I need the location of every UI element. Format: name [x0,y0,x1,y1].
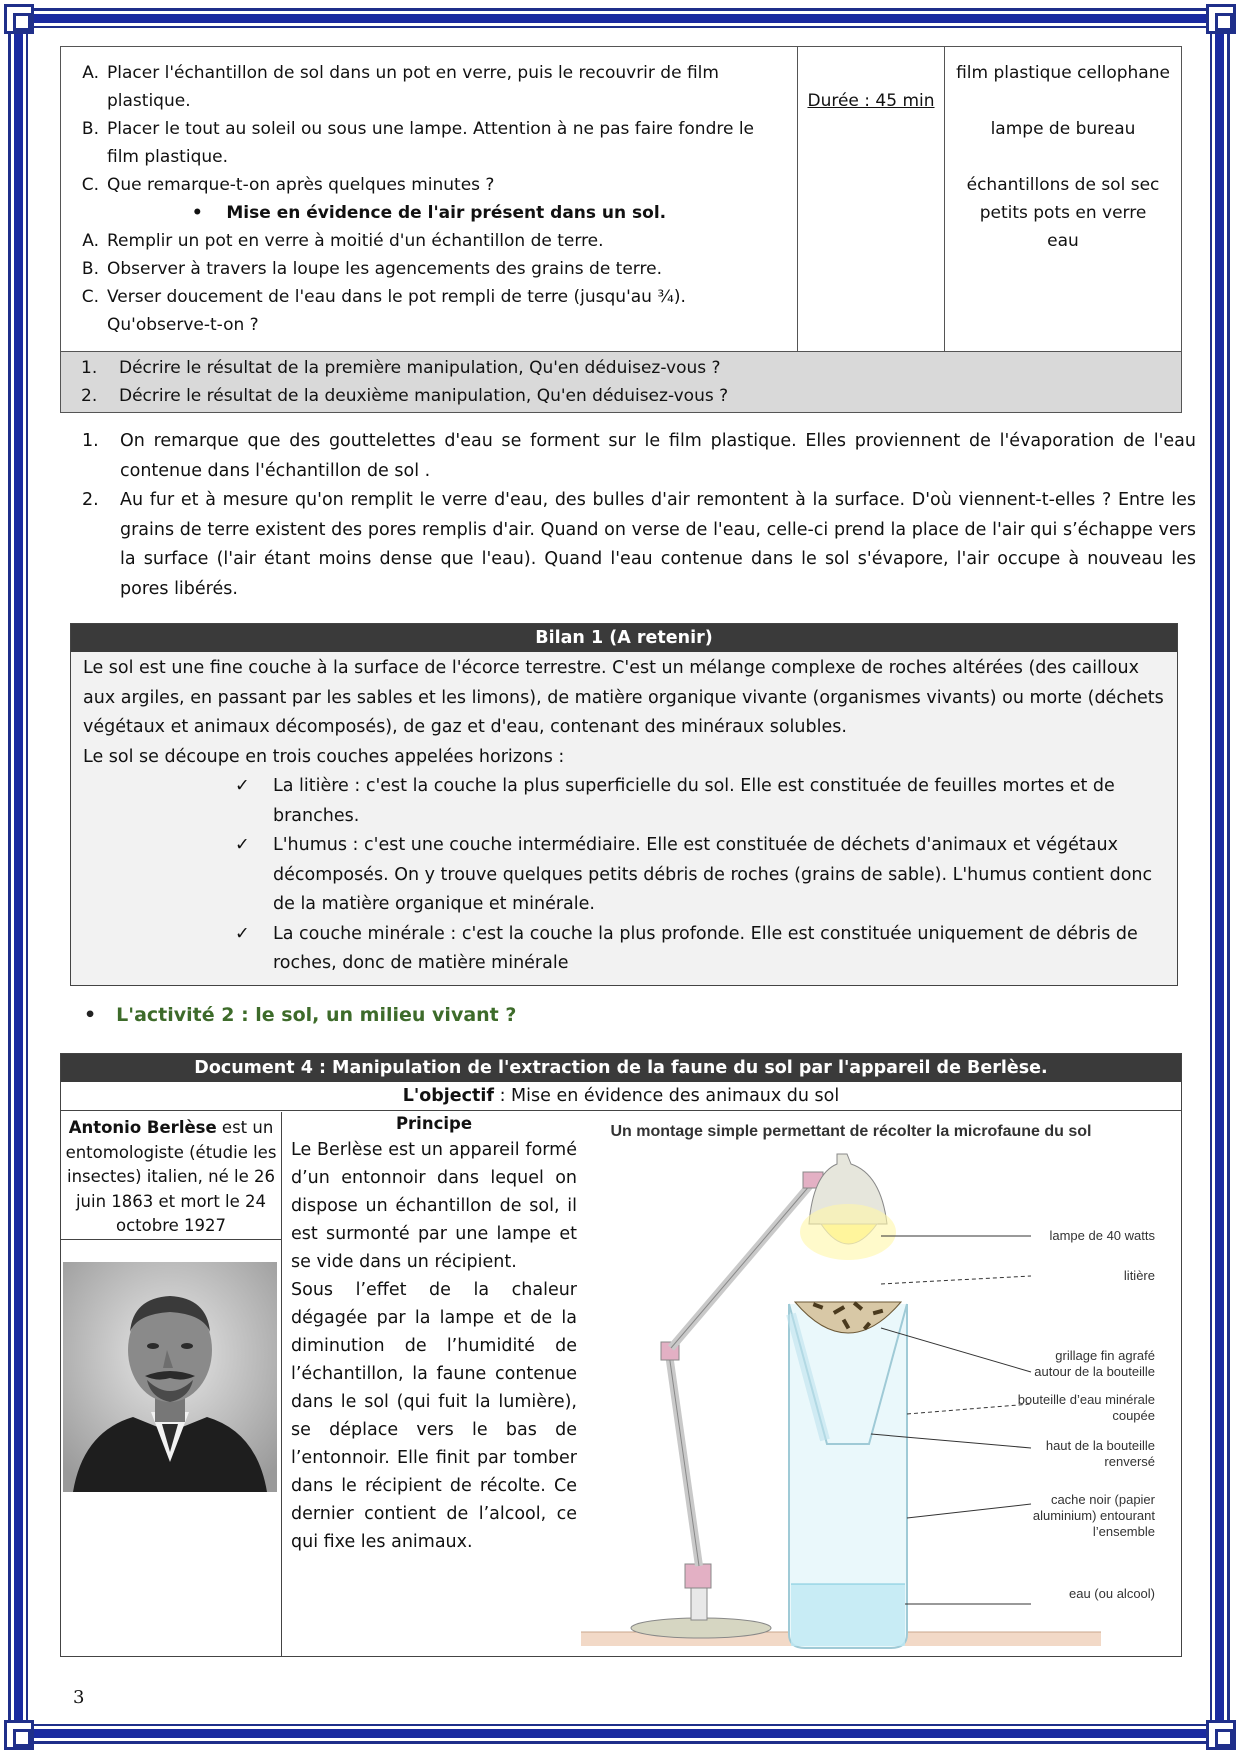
manip1-list [69,59,789,199]
answers-list [80,427,1196,604]
corner-ornament [1206,1720,1236,1750]
bilan-box [70,623,1178,986]
berlese-bio: Antonio Berlèse est un entomologiste (étudie les insectes) italien, né le 26 juin 1863 et mort le 24 octobre 1927 [61,1112,281,1240]
label-cover: cache noir (papier aluminium) entourant l’ensemble [1032,1492,1155,1539]
manip2-title: • Mise en évidence de l'air présent dans un sol. [191,203,667,223]
question-item: 1. Décrire le résultat de la première manipulation, Qu'en déduisez-vous ? [81,358,721,378]
duration: Durée : 45 min [807,91,935,111]
principe-column [291,1112,577,1556]
materials-cell [945,47,1182,352]
label-water: eau (ou alcool) [1069,1586,1155,1601]
manip1-step: B. Placer le tout au soleil ou sous une lampe. Attention à ne pas faire fondre le film plastique. [81,119,755,167]
material-item: film plastique cellophane [956,63,1170,83]
label-top: haut de la bouteille renversé [1045,1438,1155,1469]
principe-paragraph-2: Sous l’effet de la chaleur dégagée par la lampe et de la diminution de l’humidité de l’échantillon, la faune contenue dans le sol (qui fuit la lumière), se déplace vers le bas de l’entonnoir. Elle finit par tomber dans le récipient de récolte. Ce dernier contient de l’alcool, ce qui fixe les animaux. [291,1280,577,1552]
doc4-left-column [61,1112,282,1656]
horizon-item: ✓ La litière : c'est la couche la plus superficielle du sol. Elle est constituée de feuilles mortes et de branches. [83,772,1165,831]
answer-item: 2. Au fur et à mesure qu'on remplit le verre d'eau, des bulles d'air remontent à la surface. D'où viennent-t-elles ? Entre les grains de terre existent des pores remplis d'air. Quand on verse de l'eau, celle-ci prend la place de l'air qui s’échappe vers la surface (l'air étant moins dense que l'eau). Quand l'eau contenue dans le sol s'évapore, l'air occupe à nouveau les pores libérés. [82,490,1196,599]
corner-ornament [4,1720,34,1750]
horizon-item: ✓ La couche minérale : c'est la couche la plus profonde. Elle est constituée uniquement de débris de roches, donc de matière minérale [83,920,1165,979]
protocol-table [60,46,1182,413]
manip2-step: A. Remplir un pot en verre à moitié d'un échantillon de terre. [82,231,604,251]
manip2-step: C. Verser doucement de l'eau dans le pot rempli de terre (jusqu'au ¾). Qu'observe-t-on ? [81,287,686,335]
corner-ornament [4,4,34,34]
question-item: 2. Décrire le résultat de la deuxième manipulation, Qu'en déduisez-vous ? [81,386,729,406]
berlese-portrait [63,1262,277,1492]
bullet-icon: • [84,1004,97,1026]
bilan-intro: Le sol est une fine couche à la surface de l'écorce terrestre. C'est un mélange complexe de roches altérées (des cailloux aux argiles, en passant par les sables et les limons), de matière organique vivante (organismes vivants) ou morte (déchets végétaux et animaux décomposés), de gaz et d'eau, contenant des minéraux solubles. [83,658,1164,737]
bilan-body [71,652,1177,985]
manip1-step: C. Que remarque-t-on après quelques minutes ? [81,175,495,195]
questions-cell [61,352,1182,413]
corner-ornament [1206,4,1236,34]
principe-title: Principe [395,1114,473,1133]
check-icon: ✓ [235,776,250,796]
protocol-steps-cell [61,47,798,352]
questions-list [69,354,1173,410]
check-icon: ✓ [235,923,250,944]
label-mesh: grillage fin agrafé autour de la bouteille [1034,1348,1155,1379]
manip2-step: B. Observer à travers la loupe les agencements des grains de terre. [81,259,662,279]
diagram-title: Un montage simple permettant de récolter la microfaune du sol [610,1123,1092,1140]
document-4 [60,1053,1182,1657]
manip1-step: A. Placer l'échantillon de sol dans un pot en verre, puis le recouvrir de film plastique. [82,63,719,111]
bilan-title: Bilan 1 (A retenir) [71,624,1177,652]
horizon-item: ✓ L'humus : c'est une couche intermédiaire. Elle est constituée de déchets d'animaux et végétaux décomposés. On y trouve quelques petits débris de roches (grains de sable). L'humus contient donc de la matière organique et minérale. [83,831,1165,920]
doc4-objective: L'objectif : Mise en évidence des animaux du sol [61,1082,1181,1111]
material-item: lampe de bureau [990,119,1136,139]
manip2-list [69,227,789,339]
bilan-horizons-intro: Le sol se découpe en trois couches appelées horizons : [83,746,565,767]
principe-paragraph-1: Le Berlèse est un appareil formé d’un entonnoir dans lequel on dispose un échantillon de sol, il est surmonté par une lampe et se vide dans un récipient. [291,1140,577,1272]
activity-heading: • L'activité 2 : le sol, un milieu vivant ? [84,1004,517,1026]
label-lamp: lampe de 40 watts [1049,1228,1155,1243]
berlese-diagram [581,1114,1181,1654]
doc4-title: Document 4 : Manipulation de l'extraction de la faune du sol par l'appareil de Berlèse. [61,1054,1181,1082]
bullet-icon: • [191,203,227,223]
label-bottle: bouteille d’eau minérale coupée [1017,1392,1155,1423]
answer-item: 1. On remarque que des gouttelettes d'eau se forment sur le film plastique. Elles proviennent de l'évaporation de l'eau contenue dans l'échantillon de sol . [82,431,1196,481]
check-icon: ✓ [235,835,250,855]
material-item: échantillons de sol sec [966,175,1160,195]
duration-cell [798,47,945,352]
material-item: eau [1047,231,1079,251]
label-litter: litière [1123,1268,1155,1283]
page-number: 3 [73,1687,85,1708]
material-item: petits pots en verre [979,203,1147,223]
